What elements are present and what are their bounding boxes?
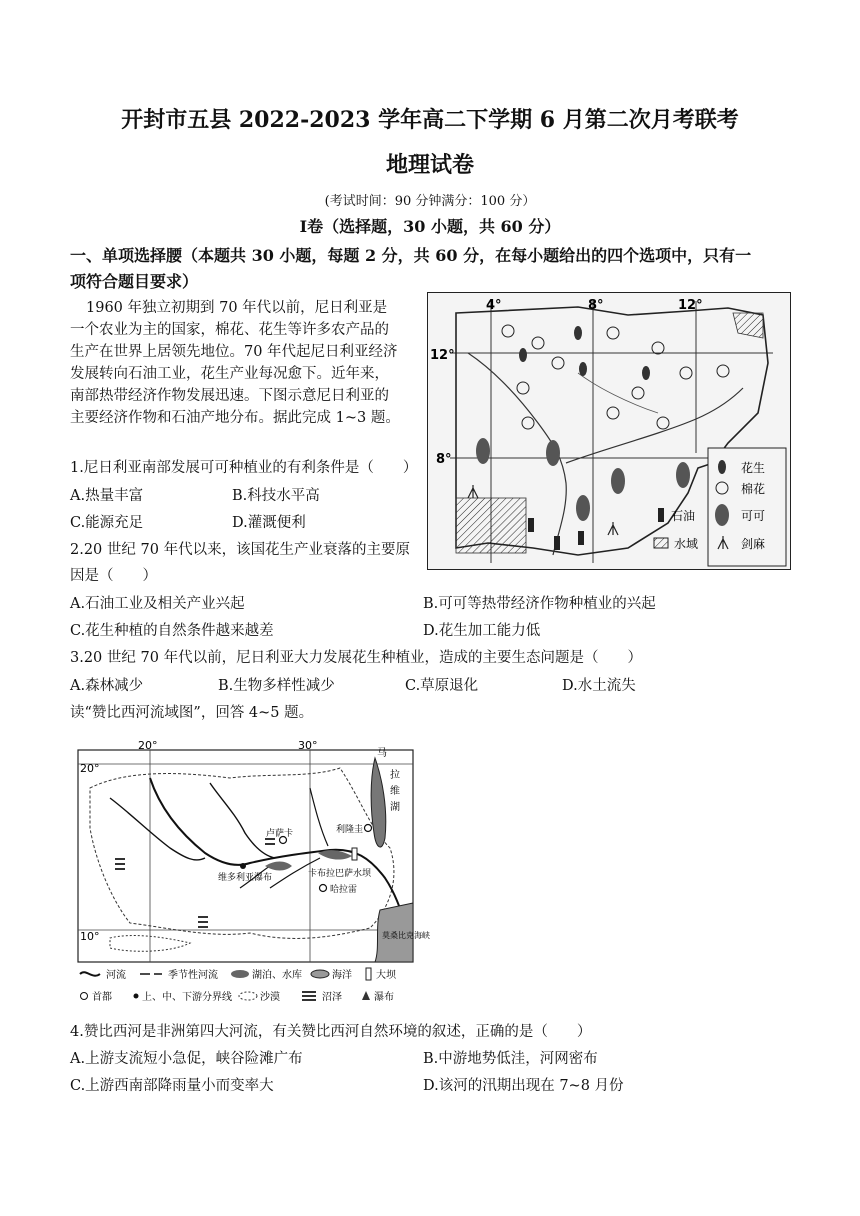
legend-dam: 大坝 [376,970,396,981]
passage-line: 主要经济作物和石油产地分布。据此完成 1~3 题。 [70,410,400,426]
lon-label: 20° [138,739,158,752]
legend-water: 水域 [674,537,699,551]
q3-option-a[interactable]: A.森林减少 [70,678,144,694]
map2-legend [80,968,397,1003]
q2-option-c[interactable]: C.花生种植的自然条件越来越差 [70,623,274,639]
subject-title: 地理试卷 [385,152,474,178]
q4-option-d[interactable]: D.该河的汛期出现在 7~8 月份 [423,1078,624,1094]
zambezi-basin-map [70,738,430,1010]
passage-1 [70,297,420,429]
place-cahora-bassa: 卡布拉巴萨水坝 [308,869,372,879]
q4-option-a[interactable]: A.上游支流短小急促，峡谷险滩广布 [70,1051,303,1067]
place-victoria-falls: 维多利亚瀑布 [218,873,273,883]
q3-option-c[interactable]: C.草原退化 [405,678,479,694]
place-lusaka: 卢萨卡 [266,829,294,839]
legend-seasonal-river: 季节性河流 [168,970,218,981]
place-label: 马 [377,748,387,759]
place-label: 维 [390,786,400,797]
lon-label: 8° [588,298,604,313]
legend-river: 河流 [106,970,126,981]
q3-option-b[interactable]: B.生物多样性减少 [218,678,335,694]
q1-option-c[interactable]: C.能源充足 [70,515,144,531]
q2-option-d[interactable]: D.花生加工能力低 [423,623,541,639]
place-lilongwe: 利隆圭 [336,825,364,835]
q3-option-d[interactable]: D.水土流失 [562,678,636,694]
q4-option-b[interactable]: B.中游地势低洼，河网密布 [423,1051,598,1067]
passage-line: 南部热带经济作物发展迅速。下图示意尼日利亚的 [70,388,389,404]
exam-info: (考试时间：90 分钟满分：100 分） [324,194,536,209]
passage-line: 发展转向石油工业，花生产业每况愈下。近年来， [70,366,389,382]
q1-option-b[interactable]: B.科技水平高 [232,488,320,504]
lon-label: 4° [486,298,502,313]
question-2-stem-cont: 因是（ ） [70,568,157,584]
lat-label: 10° [80,930,100,943]
question-4-stem: 4.赞比西河是非洲第四大河流，有关赞比西河自然环境的叙述，正确的是（ ） [70,1024,592,1040]
legend-sisal: 剑麻 [741,537,766,551]
zambezi-map-svg [70,738,430,1010]
passage-line: 一个农业为主的国家，棉花、花生等许多农产品的 [70,322,389,338]
lon-label: 12° [678,298,703,313]
legend-capital: 首都 [92,992,112,1003]
passage-line: 生产在世界上居领先地位。70 年代起尼日利亚经济 [70,344,398,360]
legend-ocean: 海洋 [332,970,352,981]
lat-label: 8° [436,452,452,467]
legend-peanut: 花生 [741,461,766,475]
exam-title: 开封市五县 2022-2023 学年高二下学期 6 月第二次月考联考 [121,107,739,133]
legend-desert: 沙漠 [260,992,280,1003]
legend-cocoa: 可可 [741,509,766,523]
legend-cotton: 棉花 [741,482,766,496]
legend-waterfall: 瀑布 [374,992,394,1003]
question-3-stem: 3.20 世纪 70 年代以前，尼日利亚大力发展花生种植业，造成的主要生态问题是（ ） [70,650,643,666]
legend-boundary: 上、中、下游分界线 [142,992,232,1003]
place-label: 拉 [390,770,400,781]
place-label: 湖 [390,802,400,813]
q1-option-d[interactable]: D.灌溉便利 [232,515,306,531]
lat-label: 12° [430,348,455,363]
lat-label: 20° [80,762,100,775]
q2-option-a[interactable]: A.石油工业及相关产业兴起 [70,596,245,612]
legend-lake: 湖泊、水库 [252,970,302,981]
passage-line: 1960 年独立初期到 70 年代以前，尼日利亚是 [86,300,388,316]
place-mozambique-channel: 莫桑比克海峡 [382,931,430,940]
section-heading-cont: 项符合题目要求） [70,272,199,291]
question-2-stem: 2.20 世纪 70 年代以来，该国花生产业衰落的主要原 [70,542,411,558]
place-harare: 哈拉雷 [330,885,358,895]
legend-swamp: 沼泽 [322,992,342,1003]
section-heading: 一、单项选择腰（本题共 30 小题，每题 2 分，共 60 分，在每小题给出的四个选项中，只有一 [70,246,752,265]
nigeria-crop-map [427,292,791,570]
volume-title: Ⅰ卷（选择题，30 小题，共 60 分） [299,217,561,236]
q4-option-c[interactable]: C.上游西南部降雨量小而变率大 [70,1078,274,1094]
question-1-stem: 1.尼日利亚南部发展可可种植业的有利条件是（ ） [70,460,418,476]
nigeria-map-svg [428,293,790,569]
legend-oil: 石油 [671,509,696,523]
q2-option-b[interactable]: B.可可等热带经济作物种植业的兴起 [423,596,656,612]
intro-4-5: 读“赞比西河流域图”，回答 4~5 题。 [70,705,314,721]
q1-option-a[interactable]: A.热量丰富 [70,488,144,504]
lon-label: 30° [298,739,318,752]
